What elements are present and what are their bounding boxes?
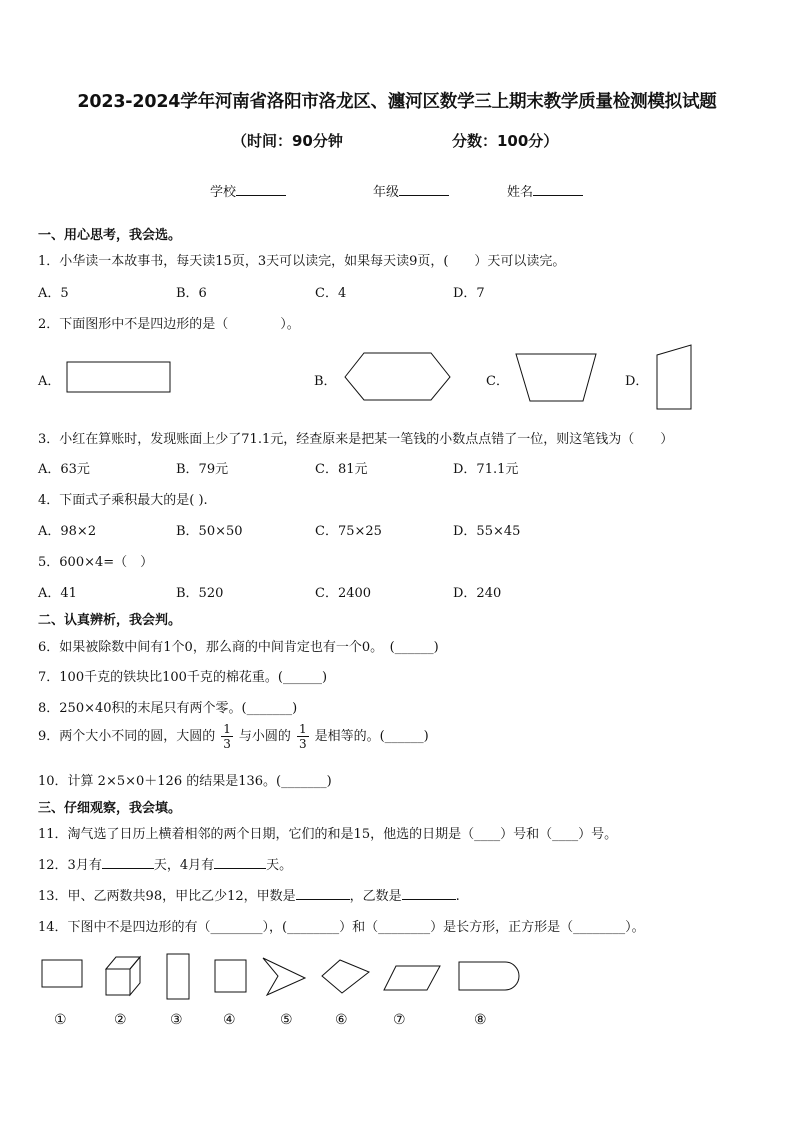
shape-label-2: ② bbox=[114, 1012, 127, 1028]
q14-shape-1-rectangle bbox=[42, 960, 82, 987]
exam-time: （时间：90分钟 bbox=[232, 132, 343, 150]
q2-option-a: A． bbox=[38, 374, 61, 389]
q1-option-b: B．6 bbox=[176, 286, 207, 301]
section-2-heading: 二、认真辨析，我会判。 bbox=[38, 613, 182, 628]
q14-shape-5-arrow bbox=[263, 958, 305, 995]
fraction-one-third: $\frac{1}{3}$ bbox=[223, 722, 231, 751]
question-1: 1．小华读一本故事书，每天读15页，3天可以读完，如果每天读9页，( ）天可以读完。 bbox=[38, 254, 566, 269]
q2-rectangle-shape bbox=[67, 362, 170, 392]
section-1-heading: 一、用心思考，我会选。 bbox=[38, 228, 182, 243]
fraction-one-third: $\frac{1}{3}$ bbox=[298, 722, 307, 751]
q4-option-a: A．98×2 bbox=[38, 524, 97, 539]
shape-label-5: ⑤ bbox=[280, 1012, 293, 1028]
q3-option-c: C．81元 bbox=[315, 462, 368, 477]
shape-label-1: ① bbox=[54, 1012, 67, 1028]
q4-option-c: C．75×25 bbox=[315, 524, 382, 539]
q2-trapezoid-shape bbox=[516, 354, 596, 401]
question-12: 12．3月有 天，4月有 天。 bbox=[38, 858, 293, 873]
q4-option-b: B．50×50 bbox=[176, 524, 243, 539]
q2-right-trapezoid-shape bbox=[657, 345, 691, 409]
question-8: 8．250×40积的末尾只有两个零。(_______) bbox=[38, 701, 298, 716]
exam-title: 2023-2024学年河南省洛阳市洛龙区、瀍河区数学三上期末教学质量检测模拟试题 bbox=[77, 92, 717, 112]
q2-hexagon-shape bbox=[345, 353, 450, 400]
q14-shape-6-quadrilateral bbox=[322, 960, 369, 993]
q3-option-d: D．71.1元 bbox=[453, 462, 519, 477]
school-field: 学校 bbox=[210, 181, 286, 200]
q5-option-b: B．520 bbox=[176, 586, 224, 601]
question-10: 10．计算 2×5×0＋126 的结果是136。(_______) bbox=[38, 774, 332, 789]
shape-label-8: ⑧ bbox=[474, 1012, 487, 1028]
q14-shape-7-parallelogram bbox=[384, 966, 440, 990]
q2-option-c: C． bbox=[486, 374, 509, 389]
question-3: 3．小红在算账时，发现账面上少了71.1元，经查原来是把某一笔钱的小数点点错了一位，则这笔钱为（ ） bbox=[38, 432, 674, 447]
grade-field: 年级 bbox=[373, 181, 449, 200]
question-7: 7．100千克的铁块比100千克的棉花重。(______) bbox=[38, 670, 328, 685]
q5-option-d: D．240 bbox=[453, 586, 502, 601]
q1-option-a: A．5 bbox=[38, 286, 69, 301]
name-field: 姓名 bbox=[507, 181, 583, 200]
q3-option-a: A．63元 bbox=[38, 462, 90, 477]
q14-shape-2-cube bbox=[106, 957, 140, 995]
q14-shape-3-tall-rectangle bbox=[167, 954, 189, 999]
section-3-heading: 三、仔细观察，我会填。 bbox=[38, 801, 182, 816]
shape-label-3: ③ bbox=[170, 1012, 183, 1028]
question-9: 9．两个大小不同的圆，大圆的 $\frac{1}{3}$ 与小圆的 $\frac{1}{3}$ 是相等的。(______) bbox=[38, 722, 429, 751]
exam-score: 分数：100分） bbox=[452, 132, 559, 150]
q5-option-a: A．41 bbox=[38, 586, 77, 601]
q4-option-d: D．55×45 bbox=[453, 524, 521, 539]
q5-option-c: C．2400 bbox=[315, 586, 372, 601]
question-13: 13．甲、乙两数共98，甲比乙少12，甲数是 ，乙数是 . bbox=[38, 889, 460, 904]
q14-shape-4-square bbox=[215, 960, 246, 992]
question-4: 4．下面式子乘积最大的是( ). bbox=[38, 493, 208, 508]
shape-label-7: ⑦ bbox=[393, 1012, 406, 1028]
q2-option-d: D． bbox=[625, 374, 649, 389]
question-11: 11．淘气选了日历上横着相邻的两个日期，它们的和是15，他选的日期是（____）号和（____）号。 bbox=[38, 827, 618, 842]
q1-option-c: C．4 bbox=[315, 286, 347, 301]
shape-label-4: ④ bbox=[223, 1012, 236, 1028]
question-5: 5．600×4=（ ） bbox=[38, 555, 154, 570]
question-14: 14．下图中不是四边形的有（________），(________）和（________）是长方形，正方形是（________）。 bbox=[38, 920, 645, 935]
q2-option-b: B． bbox=[314, 374, 337, 389]
shape-label-6: ⑥ bbox=[335, 1012, 348, 1028]
q1-option-d: D．7 bbox=[453, 286, 485, 301]
question-2: 2．下面图形中不是四边形的是（ ）。 bbox=[38, 317, 300, 332]
question-6: 6．如果被除数中间有1个0，那么商的中间肯定也有一个0。 (______) bbox=[38, 640, 439, 655]
q14-shape-8-rounded bbox=[459, 962, 519, 990]
q3-option-b: B．79元 bbox=[176, 462, 229, 477]
